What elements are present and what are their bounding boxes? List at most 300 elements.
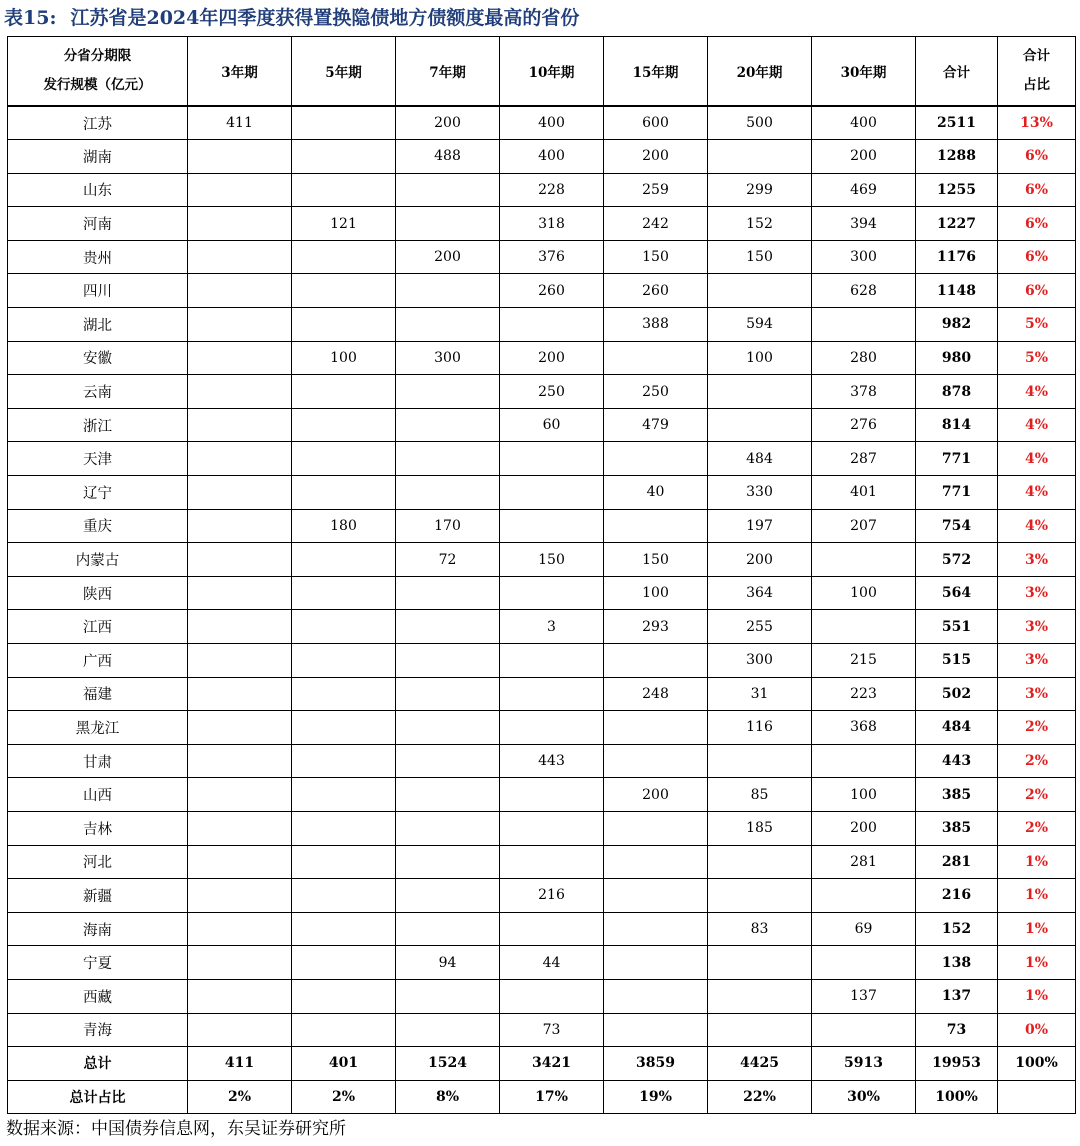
value-cell-30y bbox=[812, 879, 916, 913]
value-cell-15y: 150 bbox=[604, 240, 708, 274]
value-cell-15y bbox=[604, 979, 708, 1013]
total-share-row-value-30y: 30% bbox=[812, 1080, 916, 1114]
table-row bbox=[8, 543, 1076, 577]
province-cell: 山西 bbox=[8, 778, 188, 812]
value-cell-7y: 488 bbox=[396, 140, 500, 174]
column-header-5y: 5年期 bbox=[292, 37, 396, 107]
table-row bbox=[8, 274, 1076, 308]
total-cell: 484 bbox=[916, 711, 998, 745]
column-header-3y: 3年期 bbox=[188, 37, 292, 107]
table-row bbox=[8, 677, 1076, 711]
value-cell-30y: 69 bbox=[812, 912, 916, 946]
value-cell-30y: 378 bbox=[812, 375, 916, 409]
value-cell-5y bbox=[292, 946, 396, 980]
province-cell: 河南 bbox=[8, 207, 188, 241]
value-cell-10y bbox=[500, 576, 604, 610]
corner-header bbox=[8, 37, 188, 107]
province-cell: 青海 bbox=[8, 1013, 188, 1047]
value-cell-5y bbox=[292, 912, 396, 946]
sum-row-total: 19953 bbox=[916, 1047, 998, 1081]
total-cell: 1227 bbox=[916, 207, 998, 241]
table-row bbox=[8, 375, 1076, 409]
value-cell-10y bbox=[500, 677, 604, 711]
share-cell: 6% bbox=[998, 240, 1076, 274]
value-cell-5y bbox=[292, 173, 396, 207]
value-cell-15y bbox=[604, 1013, 708, 1047]
value-cell-20y: 152 bbox=[708, 207, 812, 241]
table-row bbox=[8, 442, 1076, 476]
value-cell-20y: 200 bbox=[708, 543, 812, 577]
share-cell: 3% bbox=[998, 677, 1076, 711]
sum-row-value-7y: 1524 bbox=[396, 1047, 500, 1081]
value-cell-5y bbox=[292, 375, 396, 409]
value-cell-10y bbox=[500, 979, 604, 1013]
share-cell: 6% bbox=[998, 173, 1076, 207]
value-cell-7y: 94 bbox=[396, 946, 500, 980]
value-cell-3y bbox=[188, 543, 292, 577]
value-cell-20y: 364 bbox=[708, 576, 812, 610]
value-cell-3y bbox=[188, 375, 292, 409]
share-cell: 4% bbox=[998, 509, 1076, 543]
province-cell: 吉林 bbox=[8, 811, 188, 845]
total-cell: 152 bbox=[916, 912, 998, 946]
value-cell-10y bbox=[500, 912, 604, 946]
value-cell-3y bbox=[188, 274, 292, 308]
value-cell-3y: 411 bbox=[188, 106, 292, 140]
value-cell-7y bbox=[396, 744, 500, 778]
column-header-30y: 30年期 bbox=[812, 37, 916, 107]
total-cell: 515 bbox=[916, 644, 998, 678]
share-cell: 4% bbox=[998, 476, 1076, 510]
value-cell-3y bbox=[188, 845, 292, 879]
value-cell-20y bbox=[708, 946, 812, 980]
value-cell-7y bbox=[396, 442, 500, 476]
value-cell-15y: 40 bbox=[604, 476, 708, 510]
data-source-note: 数据来源：中国债券信息网，东吴证券研究所 bbox=[6, 1119, 346, 1139]
value-cell-7y bbox=[396, 912, 500, 946]
column-header-total: 合计 bbox=[916, 37, 998, 107]
table-row bbox=[8, 644, 1076, 678]
value-cell-20y bbox=[708, 1013, 812, 1047]
value-cell-15y: 100 bbox=[604, 576, 708, 610]
value-cell-30y: 100 bbox=[812, 576, 916, 610]
province-cell: 甘肃 bbox=[8, 744, 188, 778]
province-cell: 海南 bbox=[8, 912, 188, 946]
province-cell: 黑龙江 bbox=[8, 711, 188, 745]
value-cell-7y bbox=[396, 610, 500, 644]
value-cell-10y: 400 bbox=[500, 106, 604, 140]
value-cell-5y bbox=[292, 744, 396, 778]
value-cell-5y bbox=[292, 879, 396, 913]
total-cell: 2511 bbox=[916, 106, 998, 140]
share-cell: 3% bbox=[998, 644, 1076, 678]
value-cell-5y bbox=[292, 442, 396, 476]
share-cell: 2% bbox=[998, 778, 1076, 812]
total-cell: 572 bbox=[916, 543, 998, 577]
value-cell-7y bbox=[396, 644, 500, 678]
value-cell-20y bbox=[708, 274, 812, 308]
share-header-line-2: 占比 bbox=[1023, 77, 1050, 93]
table-row bbox=[8, 341, 1076, 375]
value-cell-7y bbox=[396, 811, 500, 845]
value-cell-30y bbox=[812, 610, 916, 644]
value-cell-20y: 85 bbox=[708, 778, 812, 812]
value-cell-5y bbox=[292, 677, 396, 711]
value-cell-20y bbox=[708, 879, 812, 913]
province-cell: 重庆 bbox=[8, 509, 188, 543]
province-cell: 辽宁 bbox=[8, 476, 188, 510]
value-cell-15y: 242 bbox=[604, 207, 708, 241]
total-cell: 73 bbox=[916, 1013, 998, 1047]
total-cell: 1288 bbox=[916, 140, 998, 174]
share-cell: 6% bbox=[998, 140, 1076, 174]
value-cell-3y bbox=[188, 979, 292, 1013]
share-cell: 1% bbox=[998, 912, 1076, 946]
value-cell-15y: 293 bbox=[604, 610, 708, 644]
share-cell: 4% bbox=[998, 375, 1076, 409]
value-cell-10y: 3 bbox=[500, 610, 604, 644]
total-cell: 982 bbox=[916, 308, 998, 342]
total-cell: 502 bbox=[916, 677, 998, 711]
value-cell-10y bbox=[500, 811, 604, 845]
column-header-20y: 20年期 bbox=[708, 37, 812, 107]
value-cell-5y bbox=[292, 610, 396, 644]
table-row bbox=[8, 946, 1076, 980]
value-cell-15y: 600 bbox=[604, 106, 708, 140]
column-header-7y: 7年期 bbox=[396, 37, 500, 107]
total-cell: 443 bbox=[916, 744, 998, 778]
value-cell-15y: 248 bbox=[604, 677, 708, 711]
value-cell-3y bbox=[188, 744, 292, 778]
value-cell-10y: 260 bbox=[500, 274, 604, 308]
value-cell-20y bbox=[708, 744, 812, 778]
value-cell-5y: 121 bbox=[292, 207, 396, 241]
province-cell: 安徽 bbox=[8, 341, 188, 375]
value-cell-20y bbox=[708, 408, 812, 442]
value-cell-7y bbox=[396, 778, 500, 812]
value-cell-15y bbox=[604, 879, 708, 913]
value-cell-5y: 180 bbox=[292, 509, 396, 543]
total-cell: 385 bbox=[916, 811, 998, 845]
value-cell-5y bbox=[292, 979, 396, 1013]
value-cell-20y: 150 bbox=[708, 240, 812, 274]
table-row bbox=[8, 140, 1076, 174]
share-cell: 4% bbox=[998, 442, 1076, 476]
total-cell: 1148 bbox=[916, 274, 998, 308]
bond-quota-table bbox=[7, 36, 1076, 1114]
total-cell: 281 bbox=[916, 845, 998, 879]
value-cell-7y bbox=[396, 207, 500, 241]
share-header-line-1: 合计 bbox=[1023, 48, 1050, 64]
value-cell-10y: 400 bbox=[500, 140, 604, 174]
value-cell-15y: 150 bbox=[604, 543, 708, 577]
table-body bbox=[8, 106, 1076, 1114]
province-cell: 新疆 bbox=[8, 879, 188, 913]
value-cell-20y: 185 bbox=[708, 811, 812, 845]
value-cell-30y: 200 bbox=[812, 140, 916, 174]
table-row bbox=[8, 811, 1076, 845]
total-cell: 564 bbox=[916, 576, 998, 610]
value-cell-20y: 300 bbox=[708, 644, 812, 678]
value-cell-15y bbox=[604, 946, 708, 980]
value-cell-3y bbox=[188, 240, 292, 274]
value-cell-10y: 216 bbox=[500, 879, 604, 913]
value-cell-5y bbox=[292, 644, 396, 678]
column-header-10y: 10年期 bbox=[500, 37, 604, 107]
column-header-15y: 15年期 bbox=[604, 37, 708, 107]
value-cell-7y bbox=[396, 375, 500, 409]
value-cell-10y bbox=[500, 442, 604, 476]
value-cell-20y bbox=[708, 140, 812, 174]
value-cell-10y: 250 bbox=[500, 375, 604, 409]
share-cell: 13% bbox=[998, 106, 1076, 140]
province-cell: 陕西 bbox=[8, 576, 188, 610]
value-cell-10y: 60 bbox=[500, 408, 604, 442]
share-cell: 2% bbox=[998, 711, 1076, 745]
value-cell-3y bbox=[188, 677, 292, 711]
total-cell: 1176 bbox=[916, 240, 998, 274]
sum-row-share: 100% bbox=[998, 1047, 1076, 1081]
table-row bbox=[8, 576, 1076, 610]
table-row bbox=[8, 240, 1076, 274]
province-cell: 江西 bbox=[8, 610, 188, 644]
total-share-row-share bbox=[998, 1080, 1076, 1114]
value-cell-30y: 400 bbox=[812, 106, 916, 140]
total-share-row-value-5y: 2% bbox=[292, 1080, 396, 1114]
value-cell-10y bbox=[500, 778, 604, 812]
value-cell-15y: 200 bbox=[604, 778, 708, 812]
total-cell: 138 bbox=[916, 946, 998, 980]
value-cell-3y bbox=[188, 341, 292, 375]
province-cell: 江苏 bbox=[8, 106, 188, 140]
value-cell-30y bbox=[812, 946, 916, 980]
value-cell-3y bbox=[188, 946, 292, 980]
table-row bbox=[8, 308, 1076, 342]
column-header-share bbox=[998, 37, 1076, 107]
value-cell-10y: 44 bbox=[500, 946, 604, 980]
total-share-row-value-10y: 17% bbox=[500, 1080, 604, 1114]
table-title bbox=[4, 3, 579, 33]
share-cell: 1% bbox=[998, 946, 1076, 980]
value-cell-7y bbox=[396, 274, 500, 308]
total-cell: 216 bbox=[916, 879, 998, 913]
value-cell-7y bbox=[396, 979, 500, 1013]
total-share-row-value-7y: 8% bbox=[396, 1080, 500, 1114]
province-cell: 湖北 bbox=[8, 308, 188, 342]
value-cell-10y bbox=[500, 308, 604, 342]
value-cell-10y: 318 bbox=[500, 207, 604, 241]
value-cell-3y bbox=[188, 308, 292, 342]
value-cell-20y: 330 bbox=[708, 476, 812, 510]
share-cell: 1% bbox=[998, 979, 1076, 1013]
value-cell-20y: 500 bbox=[708, 106, 812, 140]
value-cell-5y bbox=[292, 778, 396, 812]
value-cell-20y: 100 bbox=[708, 341, 812, 375]
province-cell: 贵州 bbox=[8, 240, 188, 274]
value-cell-30y: 401 bbox=[812, 476, 916, 510]
share-cell: 3% bbox=[998, 576, 1076, 610]
total-share-row-label: 总计占比 bbox=[8, 1080, 188, 1114]
value-cell-30y: 137 bbox=[812, 979, 916, 1013]
sum-row-value-5y: 401 bbox=[292, 1047, 396, 1081]
value-cell-30y bbox=[812, 744, 916, 778]
value-cell-20y bbox=[708, 979, 812, 1013]
value-cell-7y: 72 bbox=[396, 543, 500, 577]
province-cell: 宁夏 bbox=[8, 946, 188, 980]
value-cell-10y: 200 bbox=[500, 341, 604, 375]
value-cell-3y bbox=[188, 140, 292, 174]
value-cell-20y: 31 bbox=[708, 677, 812, 711]
table-row bbox=[8, 744, 1076, 778]
value-cell-10y: 376 bbox=[500, 240, 604, 274]
value-cell-15y: 200 bbox=[604, 140, 708, 174]
value-cell-20y: 484 bbox=[708, 442, 812, 476]
share-cell: 6% bbox=[998, 207, 1076, 241]
value-cell-3y bbox=[188, 644, 292, 678]
value-cell-15y: 479 bbox=[604, 408, 708, 442]
province-cell: 福建 bbox=[8, 677, 188, 711]
value-cell-15y bbox=[604, 341, 708, 375]
value-cell-5y bbox=[292, 845, 396, 879]
value-cell-20y: 594 bbox=[708, 308, 812, 342]
value-cell-3y bbox=[188, 610, 292, 644]
province-cell: 四川 bbox=[8, 274, 188, 308]
share-cell: 1% bbox=[998, 879, 1076, 913]
province-cell: 浙江 bbox=[8, 408, 188, 442]
table-row bbox=[8, 778, 1076, 812]
value-cell-5y bbox=[292, 711, 396, 745]
value-cell-5y bbox=[292, 408, 396, 442]
value-cell-5y bbox=[292, 240, 396, 274]
value-cell-30y bbox=[812, 543, 916, 577]
value-cell-30y: 300 bbox=[812, 240, 916, 274]
province-cell: 山东 bbox=[8, 173, 188, 207]
table-number: 表15: bbox=[4, 7, 57, 29]
value-cell-15y: 259 bbox=[604, 173, 708, 207]
value-cell-3y bbox=[188, 1013, 292, 1047]
total-cell: 771 bbox=[916, 442, 998, 476]
value-cell-30y: 280 bbox=[812, 341, 916, 375]
sum-row-value-20y: 4425 bbox=[708, 1047, 812, 1081]
value-cell-7y bbox=[396, 173, 500, 207]
share-cell: 5% bbox=[998, 341, 1076, 375]
value-cell-20y: 116 bbox=[708, 711, 812, 745]
value-cell-30y: 223 bbox=[812, 677, 916, 711]
value-cell-30y: 368 bbox=[812, 711, 916, 745]
corner-header-line-2: 发行规模（亿元） bbox=[43, 77, 152, 93]
share-cell: 0% bbox=[998, 1013, 1076, 1047]
value-cell-30y: 215 bbox=[812, 644, 916, 678]
value-cell-30y: 628 bbox=[812, 274, 916, 308]
value-cell-5y bbox=[292, 1013, 396, 1047]
table-row bbox=[8, 912, 1076, 946]
value-cell-7y: 300 bbox=[396, 341, 500, 375]
value-cell-3y bbox=[188, 778, 292, 812]
value-cell-7y bbox=[396, 308, 500, 342]
province-cell: 云南 bbox=[8, 375, 188, 409]
value-cell-3y bbox=[188, 509, 292, 543]
sum-row-value-10y: 3421 bbox=[500, 1047, 604, 1081]
value-cell-30y: 281 bbox=[812, 845, 916, 879]
header-row bbox=[8, 37, 1076, 107]
value-cell-10y bbox=[500, 509, 604, 543]
value-cell-10y bbox=[500, 644, 604, 678]
value-cell-3y bbox=[188, 879, 292, 913]
table-title-text: 江苏省是2024年四季度获得置换隐债地方债额度最高的省份 bbox=[70, 7, 580, 29]
value-cell-20y bbox=[708, 375, 812, 409]
total-share-row-value-20y: 22% bbox=[708, 1080, 812, 1114]
value-cell-30y: 287 bbox=[812, 442, 916, 476]
total-share-row-value-15y: 19% bbox=[604, 1080, 708, 1114]
value-cell-30y bbox=[812, 308, 916, 342]
value-cell-10y bbox=[500, 845, 604, 879]
value-cell-7y bbox=[396, 408, 500, 442]
sum-row-label: 总计 bbox=[8, 1047, 188, 1081]
value-cell-7y bbox=[396, 879, 500, 913]
value-cell-5y bbox=[292, 308, 396, 342]
value-cell-5y bbox=[292, 543, 396, 577]
province-cell: 湖南 bbox=[8, 140, 188, 174]
value-cell-20y: 299 bbox=[708, 173, 812, 207]
value-cell-10y bbox=[500, 711, 604, 745]
value-cell-15y bbox=[604, 845, 708, 879]
value-cell-7y bbox=[396, 1013, 500, 1047]
share-cell: 3% bbox=[998, 610, 1076, 644]
value-cell-5y bbox=[292, 476, 396, 510]
value-cell-30y: 276 bbox=[812, 408, 916, 442]
table-row bbox=[8, 106, 1076, 140]
sum-row-value-15y: 3859 bbox=[604, 1047, 708, 1081]
value-cell-10y bbox=[500, 476, 604, 510]
value-cell-15y bbox=[604, 811, 708, 845]
table-row bbox=[8, 207, 1076, 241]
table-row bbox=[8, 610, 1076, 644]
province-cell: 内蒙古 bbox=[8, 543, 188, 577]
table-row bbox=[8, 476, 1076, 510]
province-cell: 河北 bbox=[8, 845, 188, 879]
value-cell-7y: 200 bbox=[396, 240, 500, 274]
value-cell-30y bbox=[812, 1013, 916, 1047]
total-cell: 551 bbox=[916, 610, 998, 644]
value-cell-3y bbox=[188, 207, 292, 241]
value-cell-30y: 100 bbox=[812, 778, 916, 812]
table-row bbox=[8, 711, 1076, 745]
sum-row-value-3y: 411 bbox=[188, 1047, 292, 1081]
value-cell-15y: 388 bbox=[604, 308, 708, 342]
value-cell-3y bbox=[188, 711, 292, 745]
value-cell-3y bbox=[188, 173, 292, 207]
value-cell-7y: 200 bbox=[396, 106, 500, 140]
share-cell: 3% bbox=[998, 543, 1076, 577]
total-cell: 137 bbox=[916, 979, 998, 1013]
province-cell: 天津 bbox=[8, 442, 188, 476]
value-cell-3y bbox=[188, 811, 292, 845]
total-share-row-total: 100% bbox=[916, 1080, 998, 1114]
share-cell: 2% bbox=[998, 811, 1076, 845]
share-cell: 1% bbox=[998, 845, 1076, 879]
value-cell-20y bbox=[708, 845, 812, 879]
value-cell-15y: 250 bbox=[604, 375, 708, 409]
value-cell-30y: 207 bbox=[812, 509, 916, 543]
value-cell-20y: 83 bbox=[708, 912, 812, 946]
total-cell: 814 bbox=[916, 408, 998, 442]
table-row bbox=[8, 509, 1076, 543]
total-cell: 878 bbox=[916, 375, 998, 409]
value-cell-3y bbox=[188, 442, 292, 476]
total-cell: 754 bbox=[916, 509, 998, 543]
value-cell-10y: 150 bbox=[500, 543, 604, 577]
value-cell-7y: 170 bbox=[396, 509, 500, 543]
